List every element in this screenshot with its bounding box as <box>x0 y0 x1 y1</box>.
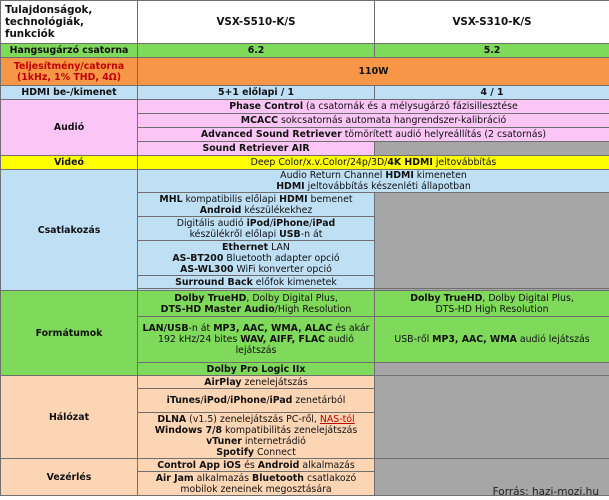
network-airplay: AirPlay zenelejátszás <box>138 376 375 389</box>
audio-mcacc: MCACC sokcsatornás automata hangrendszer-kalibráció <box>138 114 609 128</box>
header-model-b: VSX-S310-K/S <box>375 1 609 44</box>
connect-arc-standby: Audio Return Channel HDMI kimeneten HDMI jeltovábbítás készenléti állapotban <box>138 170 609 193</box>
network-ios: iTunes/iPod/iPhone/iPad zenetárból <box>138 389 375 413</box>
hdmi-b: 4 / 1 <box>375 86 609 100</box>
speaker-channels-row <box>1 44 609 58</box>
audio-phase-control: Phase Control (a csatornák és a mélysugárzó fázisillesztése <box>138 100 609 114</box>
power-label: Teljesítmény/catorna (1kHz, 1% THD, 4Ω) <box>1 58 138 86</box>
formats-a-pl: Dolby Pro Logic IIx <box>138 363 375 376</box>
hdmi-row <box>1 86 609 100</box>
connect-ethernet: Ethernet LAN AS-BT200 Bluetooth adapter opció AS-WL300 WiFi konverter opció <box>138 241 375 276</box>
connect-row-1 <box>1 170 609 193</box>
network-label: Hálózat <box>1 376 138 459</box>
speaker-channels-label: Hangsugárzó csatorna <box>1 44 138 58</box>
formats-a-usb: LAN/USB-n át MP3, AAC, WMA, ALAC és akár 192 kHz/24 bites WAV, AIFF, FLAC audió lejátszás <box>138 317 375 363</box>
audio-sra-na <box>375 142 609 156</box>
control-airjam: Air Jam alkalmazás Bluetooth csatlakozó mobilok zeneinek megosztására <box>138 472 375 496</box>
header-model-a: VSX-S510-K/S <box>138 1 375 44</box>
formats-pl-na <box>375 363 609 376</box>
control-app: Control App iOS és Android alkalmazás <box>138 459 375 472</box>
speaker-channels-b: 5.2 <box>375 44 609 58</box>
power-value: 110W <box>138 58 609 86</box>
speaker-channels-a: 6.2 <box>138 44 375 58</box>
connect-digital: Digitális audió iPod/iPhone/iPad készülékről előlapi USB-n át <box>138 217 375 241</box>
power-row <box>1 58 609 86</box>
audio-label: Audió <box>1 100 138 156</box>
control-row-1 <box>1 459 609 472</box>
network-row-1 <box>1 376 609 389</box>
video-label: Videó <box>1 156 138 170</box>
hdmi-a: 5+1 előlapi / 1 <box>138 86 375 100</box>
connect-mhl: MHL kompatibilis előlapi HDMI bemenet Android készülékekhez <box>138 193 375 217</box>
header-row <box>1 1 609 44</box>
hdmi-label: HDMI be-/kimenet <box>1 86 138 100</box>
source-credit: Forrás: hazi-mozi.hu <box>492 486 599 498</box>
formats-row-1 <box>1 291 609 317</box>
header-label: Tulajdonságok, technológiák, funkciók <box>1 1 138 44</box>
connect-na <box>375 193 609 289</box>
formats-label: Formátumok <box>1 291 138 376</box>
connect-surround: Surround Back előfok kimenetek <box>138 276 375 289</box>
control-label: Vezérlés <box>1 459 138 496</box>
formats-a-top: Dolby TrueHD, Dolby Digital Plus, DTS-HD Master Audio/High Resolution <box>138 291 375 317</box>
formats-b-top: Dolby TrueHD, Dolby Digital Plus, DTS-HD High Resolution <box>375 291 609 317</box>
audio-asr: Advanced Sound Retriever tömörített audió helyreállítás (2 csatornás) <box>138 128 609 142</box>
network-na <box>375 376 609 459</box>
network-dlna: DLNA (v1.5) zenelejátszás PC-ről, NAS-tól Windows 7/8 kompatibilitás zenelejátszás vTuner internetrádió Spotify Connect <box>138 413 375 459</box>
video-row <box>1 156 609 170</box>
audio-sra: Sound Retriever AIR <box>138 142 375 156</box>
connect-label: Csatlakozás <box>1 170 138 291</box>
video-value: Deep Color/x.v.Color/24p/3D/4K HDMI jeltovábbítás <box>138 156 609 170</box>
formats-b-usb: USB-ről MP3, AAC, WMA audió lejátszás <box>375 317 609 363</box>
audio-row-1 <box>1 100 609 114</box>
